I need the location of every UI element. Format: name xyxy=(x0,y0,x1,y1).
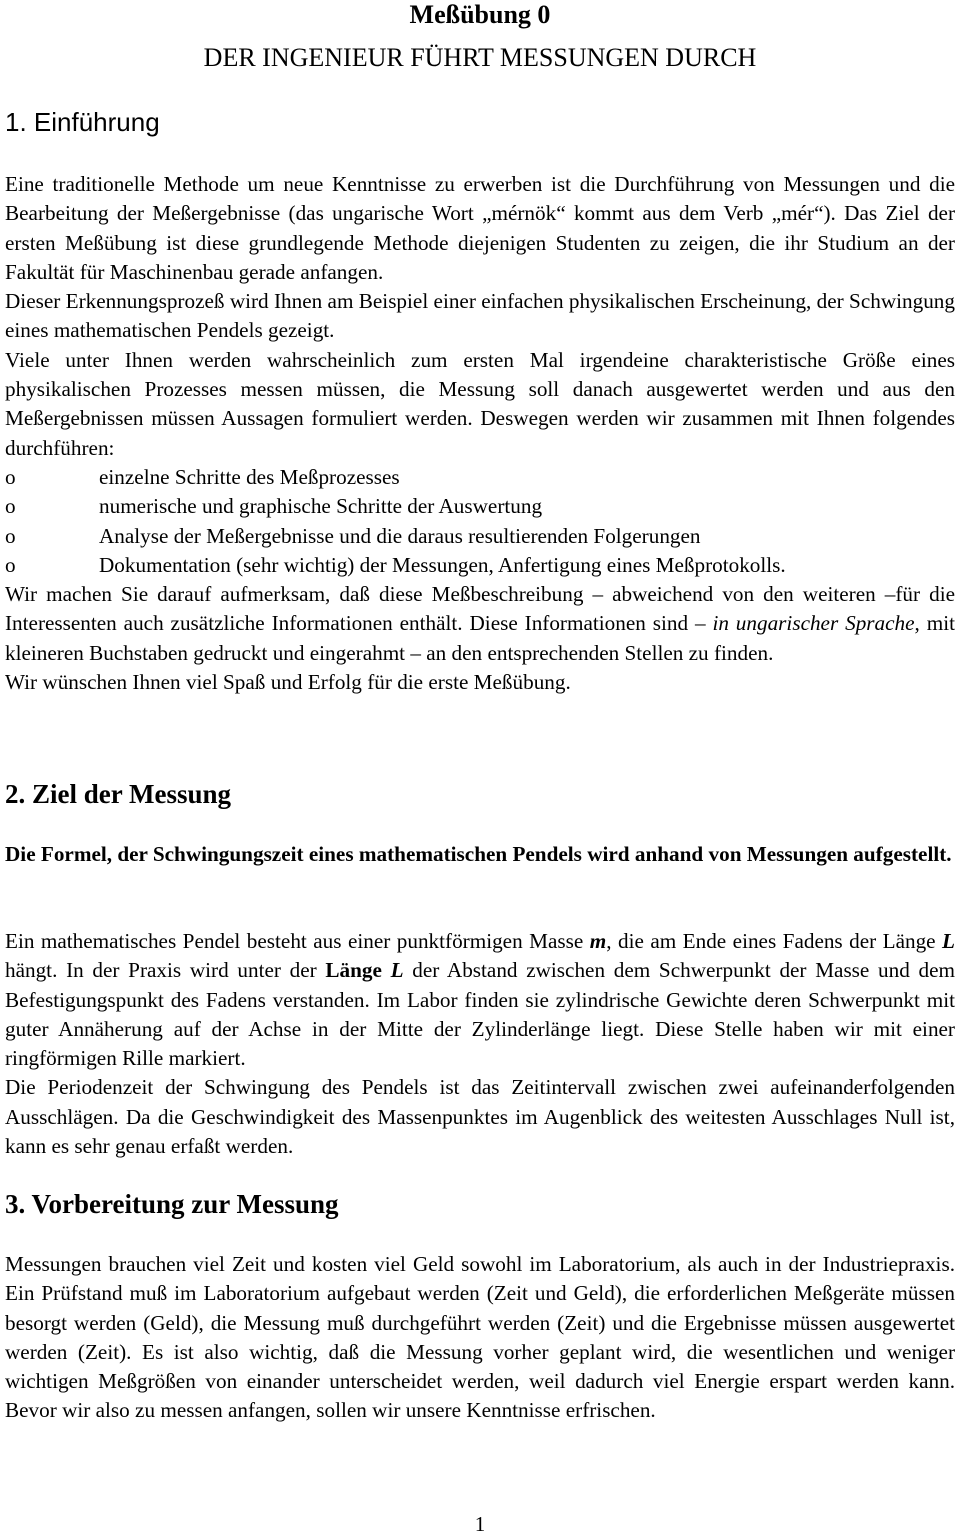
paragraph: Eine traditionelle Methode um neue Kenntnisse zu erwerben ist die Durchführung von Messungen und die Bearbeitung der Meßergebnisse (das ungarische Wort „mérnök“ kommt aus dem Verb „mér“). Das Ziel der ersten Meßübung ist diese grundlegende Methode diejenigen Studenten zu zeigen, die ihr Studium an der Fakultät für Maschinenbau gerade anfangen. xyxy=(5,172,955,284)
paragraph: Viele unter Ihnen werden wahrscheinlich zum ersten Mal irgendeine charakteristische Größe eines physikalischen Prozesses messen müssen, die Messung soll danach ausgewertet werden und aus den Meßergebnissen müssen Aussagen formuliert werden. Deswegen werden wir zusammen mit Ihnen folgendes durchführen: xyxy=(5,347,955,460)
paragraph: Wir wünschen Ihnen viel Spaß und Erfolg für die erste Meßübung. xyxy=(5,670,571,695)
section-ziel-body xyxy=(5,927,955,1161)
list-item: o Analyse der Meßergebnisse und die daraus resultierenden Folgerungen xyxy=(5,522,955,551)
paragraph: Dieser Erkennungsprozeß wird Ihnen am Beispiel einer einfachen physikalischen Erscheinung, der Schwingung eines mathematischen Pendels gezeigt. xyxy=(5,289,955,343)
page-title: Meßübung 0 xyxy=(409,0,551,29)
bullet: o xyxy=(5,494,16,519)
bullet: o xyxy=(5,523,16,548)
list-item: o einzelne Schritte des Meßprozesses xyxy=(5,463,955,492)
paragraph: Wir machen Sie darauf aufmerksam, daß diese Meßbeschreibung – abweichend von den weiteren –für die Interessenten auch zusätzliche Informationen enthält. Diese Informationen sind – in ungarischer Sprache, mit kleineren Buchstaben gedruckt und eingerahmt – an den entsprechenden Stellen zu finden. xyxy=(5,582,955,665)
list-item: o numerische und graphische Schritte der Auswertung xyxy=(5,492,955,521)
page-number: 1 xyxy=(474,1512,486,1536)
page-subtitle: DER INGENIEUR FÜHRT MESSUNGEN DURCH xyxy=(203,43,757,72)
section-vorbereitung-body xyxy=(5,1250,955,1426)
bullet: o xyxy=(5,552,16,577)
paragraph: Ein mathematisches Pendel besteht aus einer punktförmigen Masse m, die am Ende eines Fadens der Länge L hängt. In der Praxis wird unter der Länge L der Abstand zwischen dem Schwerpunkt der Masse und dem Befestigungspunkt des Fadens verstanden. Im Labor finden sie zylindrische Gewichte deren Schwerpunkt mit guter Annäherung auf der Achse in der Mitte der Zylinderlänge liegt. Diese Stelle haben wir mit einer ringförmigen Rille markiert. xyxy=(5,929,956,1071)
section-heading-ziel: 2. Ziel der Messung xyxy=(5,779,232,809)
section-heading-vorbereitung: 3. Vorbereitung zur Messung xyxy=(5,1189,339,1219)
section-ziel-lead: Die Formel, der Schwingungszeit eines mathematischen Pendels wird anhand von Messungen aufgestellt. xyxy=(5,842,952,866)
paragraph: Messungen brauchen viel Zeit und kosten viel Geld sowohl im Laboratorium, als auch in der Industriepraxis. Ein Prüfstand muß im Laboratorium aufgebaut werden (Zeit und Geld), die erforderlichen Meßgeräte müssen besorgt werden (Geld), die Messung muß durchgeführt werden (Zeit) und die Ergebnisse müssen ausgewertet werden (Zeit). Es ist also wichtig, daß die Messung vorher geplant wird, die wesentlichen und weniger wichtigen Meßgrößen von einander unterscheidet werden, weil dadurch viel Energie erspart werden kann. Bevor wir also zu messen anfangen, sollen wir unsere Kenntnisse erfrischen. xyxy=(5,1252,955,1423)
list-item: o Dokumentation (sehr wichtig) der Messungen, Anfertigung eines Meßprotokolls. xyxy=(5,551,955,580)
section-einfuehrung-body xyxy=(5,170,955,697)
paragraph: Die Periodenzeit der Schwingung des Pendels ist das Zeitintervall zwischen zwei aufeinanderfolgenden Ausschlägen. Da die Geschwindigkeit des Massenpunktes im Augenblick des weitesten Ausschlages Null ist, kann es sehr genau erfaßt werden. xyxy=(5,1075,955,1159)
bullet: o xyxy=(5,464,16,489)
steps-list xyxy=(5,463,955,580)
section-heading-einfuehrung: 1. Einführung xyxy=(5,107,160,137)
